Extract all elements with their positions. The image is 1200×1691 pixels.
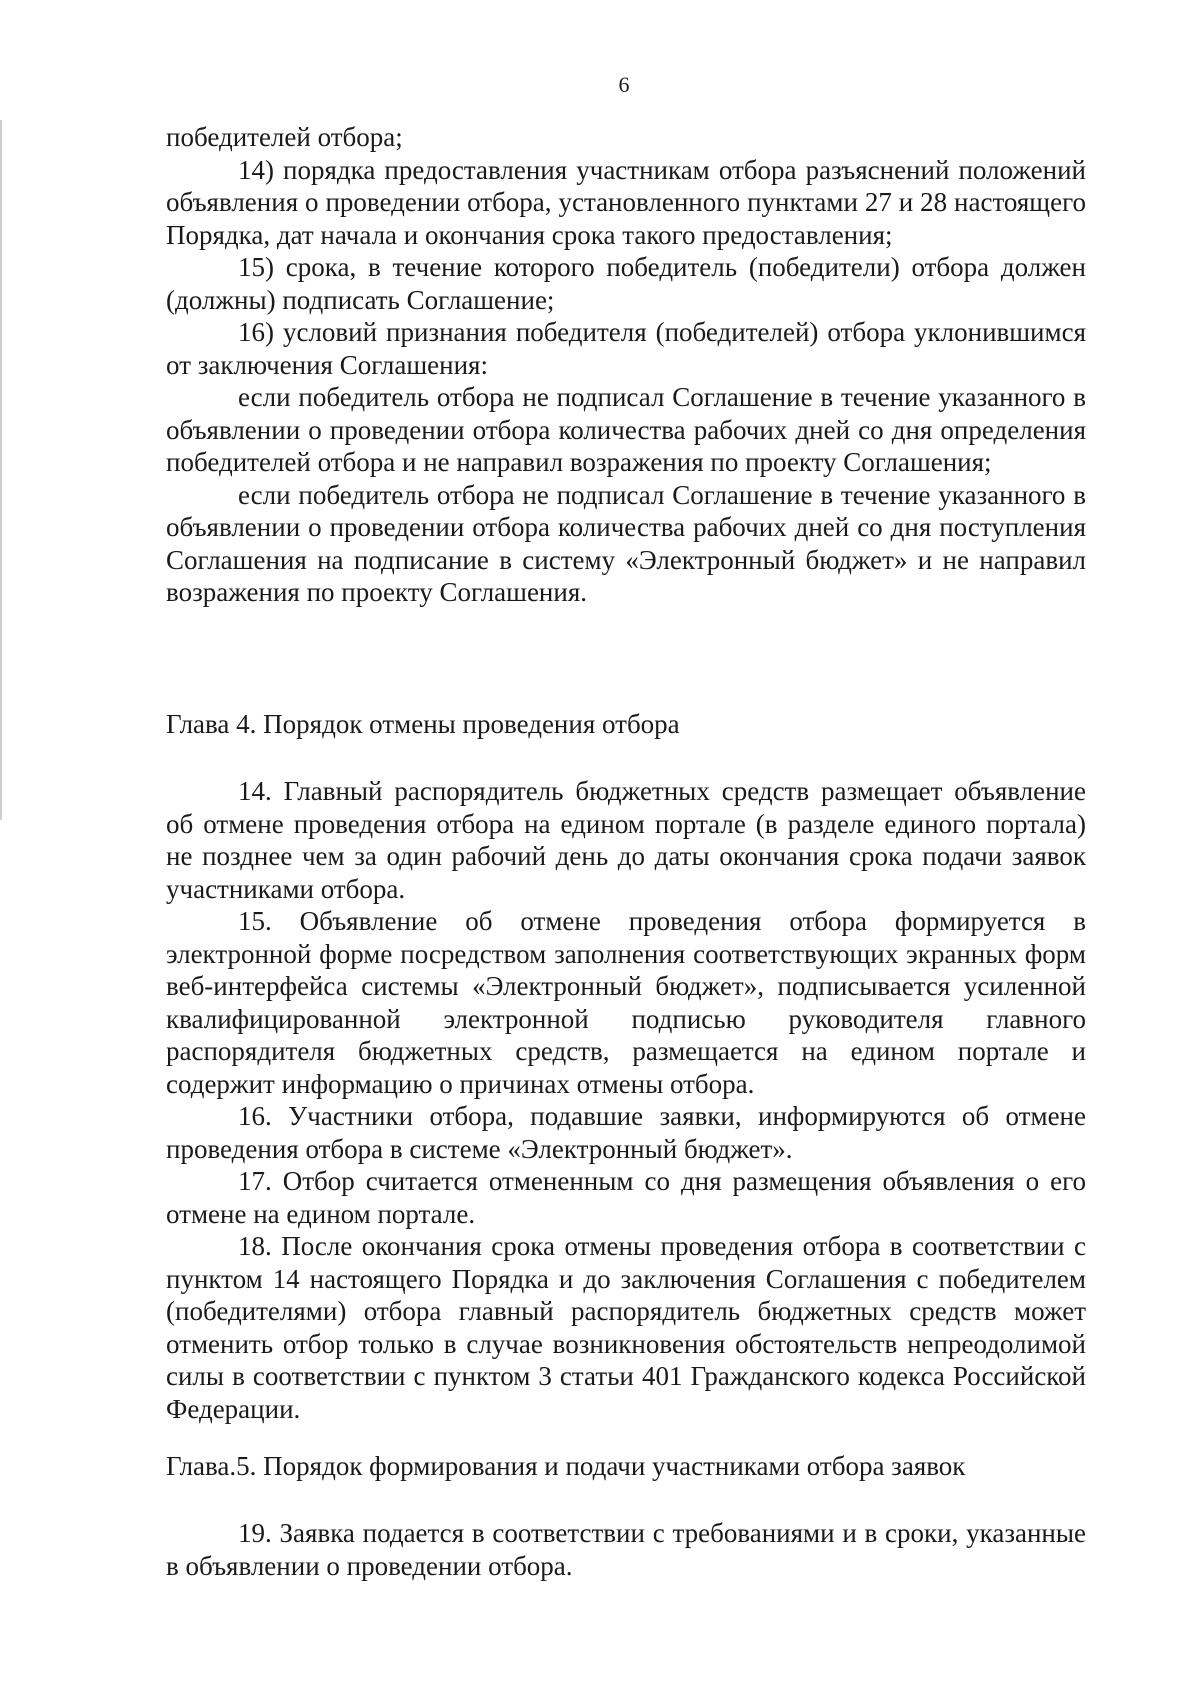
paragraph: 16. Участники отбора, подавшие заявки, информируются об отмене проведения отбора в системе «Электронный бюджет». bbox=[166, 1101, 1086, 1164]
section-conditions-list bbox=[166, 121, 1086, 609]
chapter-4-heading: Глава 4. Порядок отмены проведения отбора bbox=[166, 709, 680, 739]
paragraph: 15) срока, в течение которого победитель (победители) отбора должен (должны) подписать Соглашение; bbox=[166, 252, 1086, 315]
paragraph: победителей отбора; bbox=[166, 122, 403, 152]
section-chapter-5 bbox=[166, 1517, 1086, 1582]
paragraph: 14) порядка предоставления участникам отбора разъяснений положений объявления о проведении отбора, установленного пунктами 27 и 28 настоящего Порядка, дат начала и окончания срока такого предоставления; bbox=[166, 154, 1086, 250]
paragraph: 18. После окончания срока отмены проведения отбора в соответствии с пунктом 14 настоящего Порядка и до заключения Соглашения с победителем (победителями) отбора главный распорядитель бюджетных средств может отменить отбор только в случае возникновения обстоятельств непреодолимой силы в соответствии с пунктом 3 статьи 401 Гражданского кодекса Российской Федерации. bbox=[166, 1231, 1086, 1424]
paragraph: 15. Объявление об отмене проведения отбора формируется в электронной форме посредством заполнения соответствующих экранных форм веб-интерфейса системы «Электронный бюджет», подписывается усиленной квалифицированной электронной подписью руководителя главного распорядителя бюджетных средств, размещается на едином портале и содержит информацию о причинах отмены отбора. bbox=[166, 906, 1086, 1099]
paragraph: 16) условий признания победителя (победителей) отбора уклонившимся от заключения Соглашения: bbox=[166, 317, 1086, 380]
section-chapter-4 bbox=[166, 775, 1086, 1425]
paragraph: если победитель отбора не подписал Соглашение в течение указанного в объявлении о проведении отбора количества рабочих дней со дня поступления Соглашения на подписание в систему «Электронный бюджет» и не направил возражения по проекту Соглашения. bbox=[166, 479, 1086, 607]
chapter-5-heading-wrap bbox=[166, 1450, 1086, 1483]
chapter-4-heading-wrap bbox=[166, 708, 1086, 741]
scan-edge-mark bbox=[0, 120, 2, 820]
paragraph: 17. Отбор считается отмененным со дня размещения объявления о его отмене на едином портале. bbox=[166, 1166, 1086, 1229]
paragraph: если победитель отбора не подписал Соглашение в течение указанного в объявлении о проведении отбора количества рабочих дней со дня определения победителей отбора и не направил возражения по проекту Соглашения; bbox=[166, 382, 1086, 477]
paragraph: 14. Главный распорядитель бюджетных средств размещает объявление об отмене проведения отбора на едином портале (в разделе единого портала) не позднее чем за один рабочий день до даты окончания срока подачи заявок участниками отбора. bbox=[166, 776, 1086, 904]
paragraph: 19. Заявка подается в соответствии с требованиями и в сроки, указанные в объявлении о проведении отбора. bbox=[166, 1518, 1086, 1581]
page-number: 6 bbox=[618, 72, 630, 97]
chapter-5-heading: Глава.5. Порядок формирования и подачи участниками отбора заявок bbox=[166, 1451, 966, 1481]
